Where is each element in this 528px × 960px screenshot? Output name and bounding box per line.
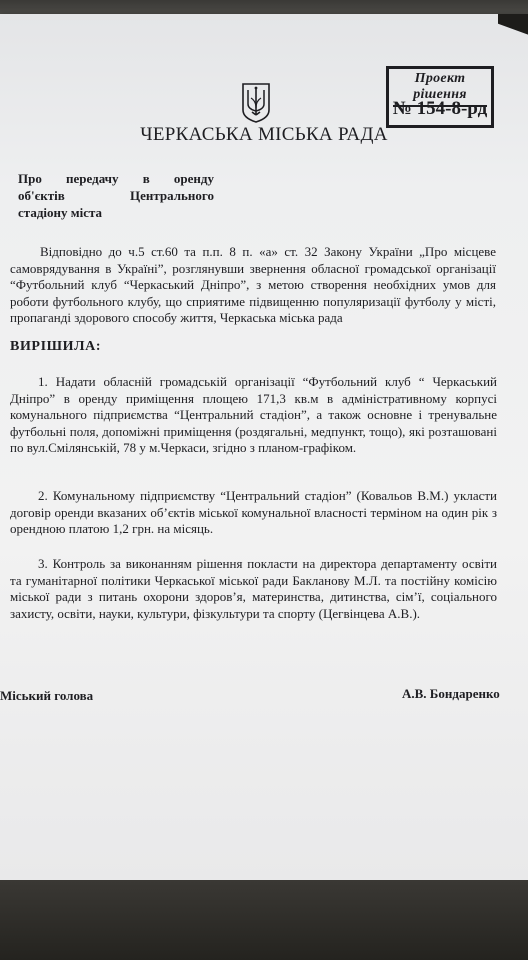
subject-line: Про передачу в оренду <box>18 171 214 186</box>
decided-heading: ВИРІШИЛА: <box>10 339 102 354</box>
draft-decision-stamp <box>386 66 494 128</box>
preamble-paragraph: Відповідно до ч.5 ст.60 та п.п. 8 п. «а» ст. 32 Закону України „Про місцеве самоврядування в Україні”, розглянувши звернення обласної громадської організації “Футбольний клуб “Черкаський Дніпро”, з метою створення необхідних умов для роботи футбольного клубу, що сприятиме підвищенню популяризації футболу у місті, пропаганді здорового способу життя, Черкаська міська рада <box>10 244 496 325</box>
subject-line: стадіону міста <box>18 205 103 220</box>
decision-item: 3. Контроль за виконанням рішення покласти на директора департаменту освіти та гуманітарної політики Черкаської міської ради Бакланову М.Л. та постійну комісію міської ради з питань охорони здоров’я, материнства, дитинства, сім’ї, соціального захисту, освіти, науки, культури, фізкультури та спорту (Цегвінцева А.В.). <box>10 556 497 621</box>
table-surface-bottom <box>0 880 528 960</box>
decision-item: 1. Надати обласній громадській організації “Футбольний клуб “ Черкаський Дніпро” в оренду приміщення площею 171,3 кв.м в адміністративному корпусі комунального підприємства “Центральний стадіон”, а також основне і тренувальне футбольні поля, допоміжні приміщення (роздягальні, медпункт, тощо), які розташовані по вул.Смілянській, 78 у м.Черкаси, згідно з планом-графіком. <box>10 374 497 455</box>
subject-line: об'єктів Центрального <box>18 188 214 203</box>
stamp-label: Проект рішення <box>393 71 487 107</box>
signatory-role: Міський голова <box>0 688 94 703</box>
decision-subject <box>18 170 214 221</box>
council-title: ЧЕРКАСЬКА МІСЬКА РАДА <box>140 124 388 145</box>
signatory-name: А.В. Бондаренко <box>402 686 500 701</box>
folded-corner <box>498 14 528 54</box>
trident-icon <box>240 80 272 124</box>
decision-item: 2. Комунальному підприємству “Центральний стадіон” (Ковальов В.М.) укласти договір оренди вказаних об’єктів міської комунальної власності терміном на один рік з орендною платою 1,2 грн. на місяць. <box>10 488 497 536</box>
decision-number: № 154-8-рд <box>392 98 488 119</box>
